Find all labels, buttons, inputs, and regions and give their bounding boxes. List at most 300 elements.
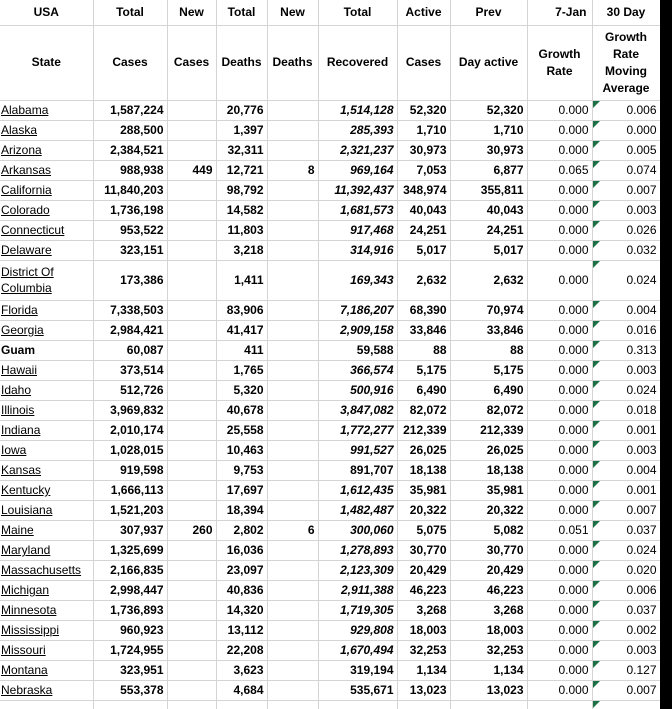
cell-growth_rate[interactable] — [527, 580, 592, 600]
cell-total_deaths[interactable] — [216, 480, 267, 500]
cell-recovered[interactable] — [318, 180, 397, 200]
header-top-new_deaths[interactable]: New — [267, 0, 318, 25]
state-link[interactable]: Maryland — [1, 543, 51, 557]
cell-active_cases[interactable] — [397, 260, 450, 300]
state-link[interactable]: Alaska — [1, 123, 38, 137]
cell-active_cases[interactable] — [397, 180, 450, 200]
cell-growth_rate[interactable] — [527, 620, 592, 640]
cell-recovered[interactable] — [318, 380, 397, 400]
cell-growth_rate[interactable] — [527, 180, 592, 200]
state-link[interactable]: Kansas — [1, 463, 42, 477]
cell-state[interactable] — [0, 380, 93, 400]
header-top-new_cases[interactable]: New — [167, 0, 216, 25]
cell-prev_day_active[interactable] — [450, 620, 527, 640]
state-link[interactable]: Arizona — [1, 143, 42, 157]
cell-recovered[interactable] — [318, 500, 397, 520]
cell-total_deaths[interactable] — [216, 100, 267, 120]
cell-new_cases[interactable] — [167, 440, 216, 460]
cell-growth_ma[interactable] — [592, 160, 660, 180]
cell-total_deaths[interactable] — [216, 640, 267, 660]
state-link[interactable]: Delaware — [1, 243, 52, 257]
header-bottom-growth_rate[interactable]: Growth Rate — [527, 25, 592, 100]
state-link[interactable]: Michigan — [1, 583, 50, 597]
cell-prev_day_active[interactable] — [450, 460, 527, 480]
cell-new_cases[interactable] — [167, 660, 216, 680]
header-top-active_cases[interactable]: Active — [397, 0, 450, 25]
cell-total_deaths[interactable] — [216, 240, 267, 260]
cell-total_deaths[interactable] — [216, 400, 267, 420]
header-top-recovered[interactable]: Total — [318, 0, 397, 25]
cell-state[interactable] — [0, 480, 93, 500]
state-link[interactable]: Alabama — [1, 103, 49, 117]
cell-recovered[interactable] — [318, 680, 397, 700]
cell-total_deaths[interactable] — [216, 200, 267, 220]
header-bottom-recovered[interactable]: Recovered — [318, 25, 397, 100]
cell-state[interactable] — [0, 320, 93, 340]
cell-new_cases[interactable] — [167, 640, 216, 660]
cell-active_cases[interactable] — [397, 100, 450, 120]
header-bottom-total_deaths[interactable]: Deaths — [216, 25, 267, 100]
cell-growth_rate[interactable] — [527, 480, 592, 500]
cell-new_cases[interactable] — [167, 320, 216, 340]
header-bottom-growth_ma[interactable]: Growth Rate Moving Average — [592, 25, 660, 100]
cell-active_cases-clipped[interactable] — [397, 700, 450, 709]
cell-new_cases[interactable] — [167, 420, 216, 440]
cell-recovered[interactable] — [318, 540, 397, 560]
cell-active_cases[interactable] — [397, 500, 450, 520]
cell-growth_ma[interactable] — [592, 140, 660, 160]
cell-total_deaths[interactable] — [216, 620, 267, 640]
cell-new_deaths[interactable] — [267, 380, 318, 400]
cell-prev_day_active[interactable] — [450, 520, 527, 540]
cell-new_deaths[interactable] — [267, 260, 318, 300]
cell-recovered[interactable] — [318, 160, 397, 180]
cell-new_deaths[interactable] — [267, 540, 318, 560]
cell-growth_ma[interactable] — [592, 380, 660, 400]
cell-new_cases-clipped[interactable] — [167, 700, 216, 709]
state-link[interactable]: Montana — [1, 663, 48, 677]
cell-total_deaths[interactable] — [216, 300, 267, 320]
cell-new_cases[interactable] — [167, 460, 216, 480]
cell-prev_day_active[interactable] — [450, 440, 527, 460]
cell-total_deaths[interactable] — [216, 180, 267, 200]
cell-prev_day_active[interactable] — [450, 680, 527, 700]
cell-growth_rate-clipped[interactable] — [527, 700, 592, 709]
state-link[interactable]: Hawaii — [1, 363, 38, 377]
cell-prev_day_active[interactable] — [450, 340, 527, 360]
cell-prev_day_active[interactable] — [450, 260, 527, 300]
cell-prev_day_active[interactable] — [450, 540, 527, 560]
cell-growth_ma[interactable] — [592, 260, 660, 300]
cell-total_deaths[interactable] — [216, 420, 267, 440]
cell-active_cases[interactable] — [397, 240, 450, 260]
state-link[interactable]: Connecticut — [1, 223, 65, 237]
cell-total_cases[interactable] — [93, 540, 167, 560]
cell-prev_day_active-clipped[interactable] — [450, 700, 527, 709]
cell-active_cases[interactable] — [397, 560, 450, 580]
cell-new_deaths[interactable] — [267, 400, 318, 420]
cell-active_cases[interactable] — [397, 200, 450, 220]
cell-new_cases[interactable] — [167, 140, 216, 160]
cell-recovered[interactable] — [318, 660, 397, 680]
header-bottom-new_deaths[interactable]: Deaths — [267, 25, 318, 100]
cell-new_cases[interactable] — [167, 400, 216, 420]
cell-growth_ma[interactable] — [592, 580, 660, 600]
cell-state[interactable] — [0, 100, 93, 120]
cell-new_deaths[interactable] — [267, 360, 318, 380]
cell-prev_day_active[interactable] — [450, 420, 527, 440]
cell-prev_day_active[interactable] — [450, 640, 527, 660]
cell-total_cases[interactable] — [93, 360, 167, 380]
cell-growth_ma[interactable] — [592, 180, 660, 200]
state-link[interactable]: Iowa — [1, 443, 27, 457]
cell-growth_rate[interactable] — [527, 200, 592, 220]
cell-state[interactable] — [0, 300, 93, 320]
cell-new_cases[interactable] — [167, 500, 216, 520]
cell-growth_rate[interactable] — [527, 400, 592, 420]
cell-recovered[interactable] — [318, 580, 397, 600]
cell-new_deaths[interactable] — [267, 660, 318, 680]
cell-total_cases[interactable] — [93, 440, 167, 460]
cell-state[interactable] — [0, 660, 93, 680]
cell-new_deaths[interactable] — [267, 560, 318, 580]
cell-active_cases[interactable] — [397, 460, 450, 480]
cell-growth_ma[interactable] — [592, 360, 660, 380]
cell-total_deaths[interactable] — [216, 320, 267, 340]
cell-new_cases[interactable] — [167, 120, 216, 140]
cell-growth_ma[interactable] — [592, 600, 660, 620]
cell-recovered[interactable] — [318, 560, 397, 580]
cell-recovered[interactable] — [318, 100, 397, 120]
cell-total_deaths[interactable] — [216, 500, 267, 520]
cell-new_deaths[interactable] — [267, 300, 318, 320]
cell-growth_ma[interactable] — [592, 660, 660, 680]
cell-total_deaths[interactable] — [216, 260, 267, 300]
cell-prev_day_active[interactable] — [450, 240, 527, 260]
header-top-state[interactable]: USA — [0, 0, 93, 25]
header-top-total_deaths[interactable]: Total — [216, 0, 267, 25]
cell-total_deaths[interactable] — [216, 380, 267, 400]
cell-prev_day_active[interactable] — [450, 380, 527, 400]
cell-growth_rate[interactable] — [527, 360, 592, 380]
cell-total_cases[interactable] — [93, 660, 167, 680]
cell-growth_ma[interactable] — [592, 440, 660, 460]
cell-recovered[interactable] — [318, 200, 397, 220]
cell-total_cases[interactable] — [93, 140, 167, 160]
cell-total_cases[interactable] — [93, 180, 167, 200]
state-label[interactable]: Guam — [1, 343, 36, 357]
cell-prev_day_active[interactable] — [450, 320, 527, 340]
cell-state[interactable] — [0, 540, 93, 560]
cell-growth_ma[interactable] — [592, 200, 660, 220]
cell-new_cases[interactable] — [167, 480, 216, 500]
cell-state[interactable] — [0, 580, 93, 600]
cell-growth_rate[interactable] — [527, 520, 592, 540]
cell-total_deaths[interactable] — [216, 660, 267, 680]
cell-active_cases[interactable] — [397, 400, 450, 420]
cell-growth_ma[interactable] — [592, 520, 660, 540]
cell-total_deaths[interactable] — [216, 220, 267, 240]
cell-recovered[interactable] — [318, 600, 397, 620]
cell-growth_rate[interactable] — [527, 220, 592, 240]
cell-active_cases[interactable] — [397, 520, 450, 540]
state-link[interactable]: Illinois — [1, 403, 35, 417]
cell-total_cases[interactable] — [93, 380, 167, 400]
cell-active_cases[interactable] — [397, 540, 450, 560]
cell-state[interactable] — [0, 200, 93, 220]
cell-prev_day_active[interactable] — [450, 560, 527, 580]
cell-prev_day_active[interactable] — [450, 480, 527, 500]
cell-total_cases[interactable] — [93, 680, 167, 700]
cell-state[interactable] — [0, 360, 93, 380]
cell-new_deaths[interactable] — [267, 160, 318, 180]
cell-new_deaths[interactable] — [267, 140, 318, 160]
cell-growth_ma[interactable] — [592, 460, 660, 480]
cell-new_cases[interactable] — [167, 240, 216, 260]
cell-total_cases[interactable] — [93, 240, 167, 260]
cell-total_deaths[interactable] — [216, 680, 267, 700]
cell-growth_rate[interactable] — [527, 540, 592, 560]
cell-new_deaths[interactable] — [267, 120, 318, 140]
cell-total_cases[interactable] — [93, 260, 167, 300]
cell-growth_ma[interactable] — [592, 480, 660, 500]
cell-growth_ma[interactable] — [592, 540, 660, 560]
cell-new_deaths[interactable] — [267, 440, 318, 460]
cell-recovered[interactable] — [318, 120, 397, 140]
cell-recovered[interactable] — [318, 320, 397, 340]
cell-recovered-clipped[interactable] — [318, 700, 397, 709]
cell-state[interactable] — [0, 560, 93, 580]
cell-growth_ma[interactable] — [592, 620, 660, 640]
cell-total_cases-clipped[interactable] — [93, 700, 167, 709]
cell-growth_rate[interactable] — [527, 500, 592, 520]
cell-growth_rate[interactable] — [527, 100, 592, 120]
cell-prev_day_active[interactable] — [450, 100, 527, 120]
cell-recovered[interactable] — [318, 340, 397, 360]
cell-recovered[interactable] — [318, 440, 397, 460]
cell-new_cases[interactable] — [167, 540, 216, 560]
cell-new_cases[interactable] — [167, 620, 216, 640]
cell-recovered[interactable] — [318, 400, 397, 420]
cell-growth_rate[interactable] — [527, 600, 592, 620]
cell-total_cases[interactable] — [93, 120, 167, 140]
cell-new_deaths[interactable] — [267, 620, 318, 640]
cell-new_cases[interactable] — [167, 580, 216, 600]
cell-total_deaths[interactable] — [216, 600, 267, 620]
state-link[interactable]: Nebraska — [1, 683, 53, 697]
cell-growth_ma[interactable] — [592, 420, 660, 440]
cell-total_cases[interactable] — [93, 400, 167, 420]
state-link[interactable]: Georgia — [1, 323, 44, 337]
cell-active_cases[interactable] — [397, 120, 450, 140]
state-link[interactable]: Indiana — [1, 423, 41, 437]
cell-new_deaths[interactable] — [267, 600, 318, 620]
cell-state[interactable] — [0, 240, 93, 260]
cell-state[interactable] — [0, 260, 93, 300]
cell-new_deaths[interactable] — [267, 220, 318, 240]
cell-new_deaths[interactable] — [267, 100, 318, 120]
state-link[interactable]: California — [1, 183, 52, 197]
cell-active_cases[interactable] — [397, 320, 450, 340]
cell-new_cases[interactable] — [167, 600, 216, 620]
cell-growth_ma[interactable] — [592, 560, 660, 580]
cell-growth_rate[interactable] — [527, 660, 592, 680]
cell-total_deaths[interactable] — [216, 540, 267, 560]
cell-active_cases[interactable] — [397, 580, 450, 600]
cell-total_cases[interactable] — [93, 560, 167, 580]
header-bottom-new_cases[interactable]: Cases — [167, 25, 216, 100]
cell-state[interactable] — [0, 140, 93, 160]
cell-prev_day_active[interactable] — [450, 360, 527, 380]
header-bottom-total_cases[interactable]: Cases — [93, 25, 167, 100]
cell-new_deaths-clipped[interactable] — [267, 700, 318, 709]
cell-state[interactable] — [0, 520, 93, 540]
cell-growth_rate[interactable] — [527, 560, 592, 580]
cell-state[interactable] — [0, 420, 93, 440]
cell-total_cases[interactable] — [93, 520, 167, 540]
cell-growth_ma[interactable] — [592, 120, 660, 140]
cell-total_cases[interactable] — [93, 460, 167, 480]
cell-new_deaths[interactable] — [267, 580, 318, 600]
state-link[interactable]: Maine — [1, 523, 34, 537]
cell-growth_rate[interactable] — [527, 380, 592, 400]
cell-prev_day_active[interactable] — [450, 140, 527, 160]
cell-new_cases[interactable] — [167, 200, 216, 220]
cell-recovered[interactable] — [318, 640, 397, 660]
cell-recovered[interactable] — [318, 420, 397, 440]
cell-state[interactable] — [0, 340, 93, 360]
cell-prev_day_active[interactable] — [450, 580, 527, 600]
cell-recovered[interactable] — [318, 140, 397, 160]
cell-new_cases[interactable] — [167, 260, 216, 300]
cell-total_cases[interactable] — [93, 600, 167, 620]
cell-total_deaths[interactable] — [216, 340, 267, 360]
cell-prev_day_active[interactable] — [450, 300, 527, 320]
cell-prev_day_active[interactable] — [450, 160, 527, 180]
cell-recovered[interactable] — [318, 240, 397, 260]
cell-growth_rate[interactable] — [527, 340, 592, 360]
cell-new_cases[interactable] — [167, 220, 216, 240]
cell-state[interactable] — [0, 180, 93, 200]
cell-new_deaths[interactable] — [267, 200, 318, 220]
cell-active_cases[interactable] — [397, 660, 450, 680]
cell-recovered[interactable] — [318, 360, 397, 380]
state-link[interactable]: Mississippi — [1, 623, 60, 637]
cell-active_cases[interactable] — [397, 420, 450, 440]
cell-new_deaths[interactable] — [267, 640, 318, 660]
cell-prev_day_active[interactable] — [450, 180, 527, 200]
cell-total_cases[interactable] — [93, 300, 167, 320]
cell-new_deaths[interactable] — [267, 500, 318, 520]
cell-new_deaths[interactable] — [267, 320, 318, 340]
state-link[interactable]: Colorado — [1, 203, 50, 217]
cell-state[interactable] — [0, 220, 93, 240]
header-top-total_cases[interactable]: Total — [93, 0, 167, 25]
cell-prev_day_active[interactable] — [450, 500, 527, 520]
header-bottom-state[interactable]: State — [0, 25, 93, 100]
cell-growth_ma[interactable] — [592, 220, 660, 240]
cell-active_cases[interactable] — [397, 380, 450, 400]
cell-total_deaths[interactable] — [216, 140, 267, 160]
cell-total_deaths[interactable] — [216, 460, 267, 480]
cell-state[interactable] — [0, 600, 93, 620]
cell-total_cases[interactable] — [93, 160, 167, 180]
cell-new_deaths[interactable] — [267, 680, 318, 700]
cell-prev_day_active[interactable] — [450, 660, 527, 680]
cell-total_cases[interactable] — [93, 620, 167, 640]
cell-state[interactable] — [0, 680, 93, 700]
cell-state-clipped[interactable] — [0, 700, 93, 709]
cell-total_cases[interactable] — [93, 100, 167, 120]
cell-state[interactable] — [0, 620, 93, 640]
cell-new_cases[interactable] — [167, 680, 216, 700]
cell-new_deaths[interactable] — [267, 460, 318, 480]
cell-new_cases[interactable] — [167, 560, 216, 580]
cell-total_deaths-clipped[interactable] — [216, 700, 267, 709]
cell-new_deaths[interactable] — [267, 420, 318, 440]
cell-total_cases[interactable] — [93, 500, 167, 520]
cell-prev_day_active[interactable] — [450, 220, 527, 240]
cell-state[interactable] — [0, 440, 93, 460]
header-top-growth_ma[interactable]: 30 Day — [592, 0, 660, 25]
cell-active_cases[interactable] — [397, 640, 450, 660]
cell-new_cases[interactable] — [167, 160, 216, 180]
cell-total_cases[interactable] — [93, 640, 167, 660]
cell-total_deaths[interactable] — [216, 360, 267, 380]
cell-state[interactable] — [0, 120, 93, 140]
state-link[interactable]: Massachusetts — [1, 563, 82, 577]
cell-total_cases[interactable] — [93, 200, 167, 220]
state-link[interactable]: District Of Columbia — [1, 265, 54, 295]
cell-total_cases[interactable] — [93, 340, 167, 360]
cell-state[interactable] — [0, 160, 93, 180]
cell-state[interactable] — [0, 500, 93, 520]
cell-growth_ma[interactable] — [592, 320, 660, 340]
cell-prev_day_active[interactable] — [450, 200, 527, 220]
header-top-prev_day_active[interactable]: Prev — [450, 0, 527, 25]
cell-new_cases[interactable] — [167, 380, 216, 400]
cell-growth_rate[interactable] — [527, 440, 592, 460]
cell-active_cases[interactable] — [397, 220, 450, 240]
cell-total_deaths[interactable] — [216, 580, 267, 600]
cell-growth_ma[interactable] — [592, 400, 660, 420]
cell-new_cases[interactable] — [167, 340, 216, 360]
cell-total_deaths[interactable] — [216, 440, 267, 460]
cell-recovered[interactable] — [318, 460, 397, 480]
cell-recovered[interactable] — [318, 520, 397, 540]
cell-active_cases[interactable] — [397, 140, 450, 160]
cell-growth_rate[interactable] — [527, 160, 592, 180]
state-link[interactable]: Minnesota — [1, 603, 57, 617]
cell-active_cases[interactable] — [397, 360, 450, 380]
cell-active_cases[interactable] — [397, 160, 450, 180]
cell-new_deaths[interactable] — [267, 240, 318, 260]
cell-state[interactable] — [0, 460, 93, 480]
cell-total_cases[interactable] — [93, 320, 167, 340]
cell-prev_day_active[interactable] — [450, 400, 527, 420]
cell-growth_rate[interactable] — [527, 420, 592, 440]
cell-active_cases[interactable] — [397, 680, 450, 700]
cell-total_deaths[interactable] — [216, 160, 267, 180]
cell-growth_ma[interactable] — [592, 100, 660, 120]
cell-recovered[interactable] — [318, 220, 397, 240]
cell-total_cases[interactable] — [93, 580, 167, 600]
cell-growth_ma-clipped[interactable] — [592, 700, 660, 709]
cell-growth_rate[interactable] — [527, 140, 592, 160]
cell-state[interactable] — [0, 400, 93, 420]
header-bottom-prev_day_active[interactable]: Day active — [450, 25, 527, 100]
cell-new_deaths[interactable] — [267, 340, 318, 360]
